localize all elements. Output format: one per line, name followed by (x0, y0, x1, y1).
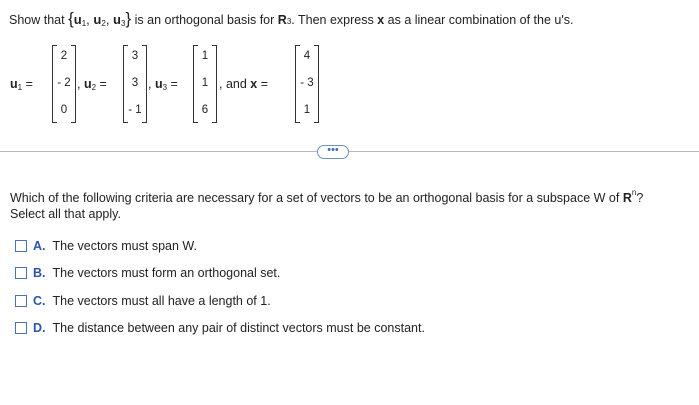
u3-label: , $u_3$ = (148, 77, 178, 92)
question-text: Which of the following criteria are necessary for a set of vectors to be an orthogonal basis for a subspace W of $R^n$? (10, 188, 644, 205)
problem-statement (9, 9, 573, 29)
u2-entry: 3 (131, 77, 139, 89)
x-entry: 1 (303, 104, 311, 116)
x-label: , and x = (219, 77, 269, 91)
suffix-text-2: as a linear combination of the u's. (387, 13, 574, 27)
more-options-button[interactable]: ••• (317, 145, 349, 159)
u2-vector (123, 45, 147, 123)
option-a[interactable] (15, 239, 197, 253)
question-block (10, 185, 690, 222)
option-b[interactable] (15, 266, 280, 280)
space-symbol: R (277, 13, 287, 27)
u1-entry: 0 (60, 104, 68, 116)
checkbox-c[interactable] (15, 295, 27, 307)
vector-set: {$u_1$, $u_2$, $u_3$} (68, 9, 132, 28)
u3-vector (193, 45, 217, 123)
section-divider (0, 151, 699, 152)
x-entry: - 3 (300, 77, 314, 89)
u1-entry: - 2 (57, 77, 71, 89)
option-text: The vectors must form an orthogonal set. (52, 266, 281, 280)
checkbox-b[interactable] (15, 267, 27, 279)
rn-exponent: n (631, 188, 637, 197)
rn-symbol: R (622, 191, 632, 205)
u2-entry: 3 (131, 50, 139, 62)
u2-entry: - 1 (128, 104, 142, 116)
u1-label: $u_1$ = (10, 77, 33, 92)
option-d[interactable] (15, 321, 425, 335)
set-u2: u (93, 12, 102, 27)
instruction-text: Select all that apply. (10, 207, 121, 221)
set-u1: u (73, 12, 82, 27)
option-letter: A. (33, 239, 46, 253)
u1-entry: 2 (60, 50, 68, 62)
option-letter: B. (33, 266, 46, 280)
option-c[interactable] (15, 294, 271, 308)
suffix-text-1: . Then express (291, 13, 374, 27)
u3-entry: 1 (201, 77, 209, 89)
checkbox-d[interactable] (15, 322, 27, 334)
option-text: The vectors must span W. (52, 239, 197, 253)
x-vector (295, 45, 319, 123)
u3-entry: 1 (201, 50, 209, 62)
u3-entry: 6 (201, 104, 209, 116)
u2-label: , $u_2$ = (77, 77, 107, 92)
set-u1-sub: 1 (81, 19, 87, 28)
option-text: The distance between any pair of distinct vectors must be constant. (52, 321, 425, 335)
option-letter: C. (33, 294, 46, 308)
set-open-brace: { (68, 9, 74, 28)
space-exponent: 3 (286, 17, 292, 26)
checkbox-a[interactable] (15, 240, 27, 252)
set-u3: u (113, 12, 121, 27)
middle-text: is an orthogonal basis for (134, 13, 275, 27)
option-text: The vectors must all have a length of 1. (52, 294, 271, 308)
set-u3-sub: 3 (121, 19, 126, 28)
set-close-brace: } (125, 9, 132, 28)
x-symbol: x (377, 13, 385, 27)
u1-vector (52, 45, 76, 123)
x-entry: 4 (303, 50, 311, 62)
prefix-text: Show that (9, 13, 65, 27)
option-letter: D. (33, 321, 46, 335)
set-u2-sub: 2 (101, 19, 106, 28)
